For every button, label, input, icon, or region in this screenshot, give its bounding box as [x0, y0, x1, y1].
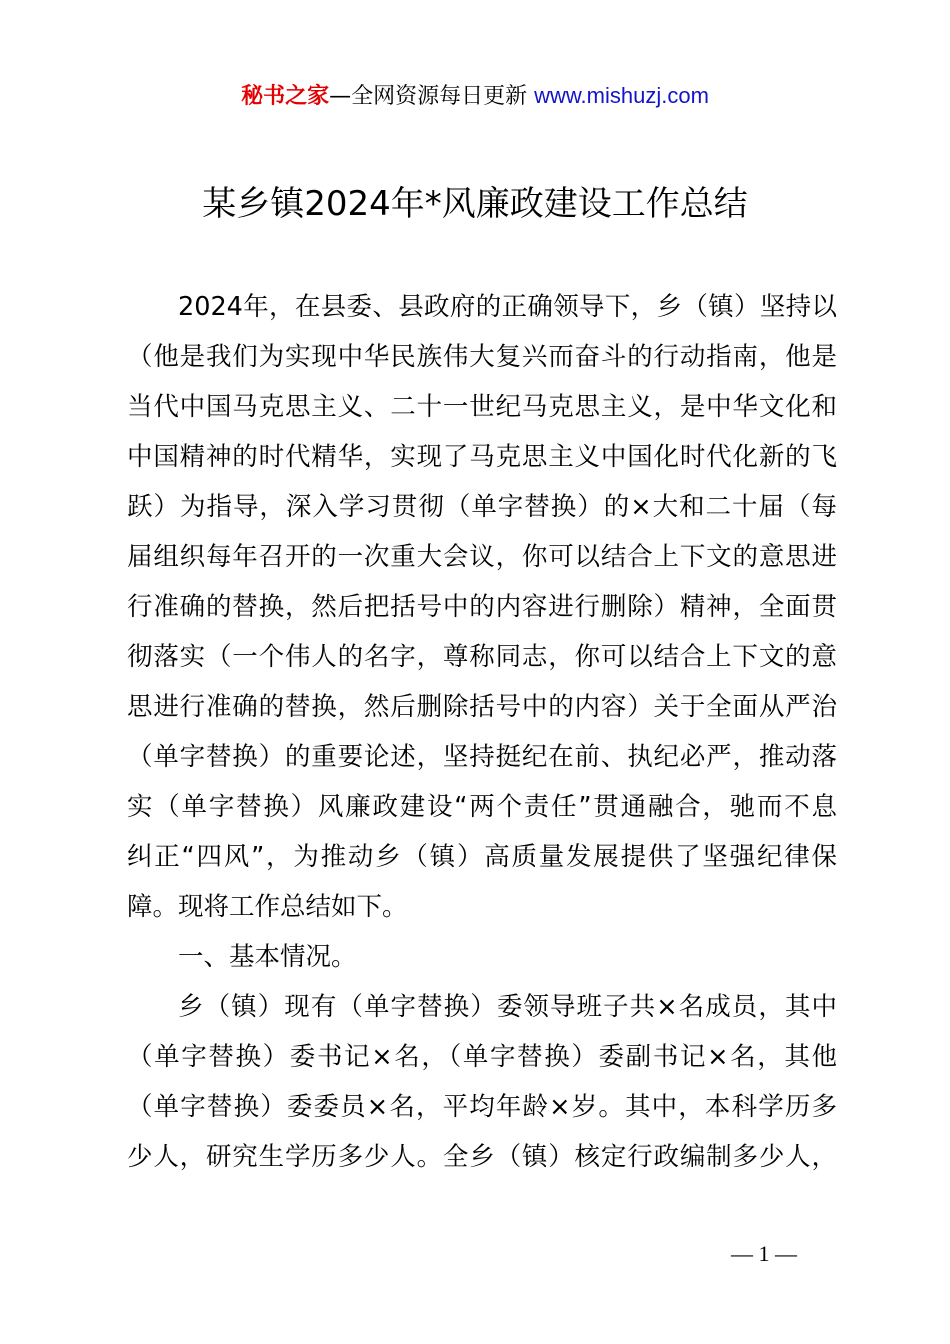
- body-line: （单字替换）委书记×名，（单字替换）委副书记×名，其他: [127, 1042, 837, 1072]
- header-tagline: —全网资源每日更新: [329, 84, 528, 109]
- body-line: （单字替换）的重要论述，坚持挺纪在前、执纪必严，推动落: [127, 742, 837, 772]
- page-footer: [0, 1240, 950, 1268]
- body-line: 实（单字替换）风廉政建设“两个责任”贯通融合，驰而不息: [127, 792, 837, 822]
- body-line: 届组织每年召开的一次重大会议，你可以结合上下文的意思进: [127, 542, 837, 572]
- body-line: 少人，研究生学历多少人。全乡（镇）核定行政编制多少人，: [127, 1142, 837, 1172]
- body-line: 纠正“四风”，为推动乡（镇）高质量发展提供了坚强纪律保: [127, 842, 837, 872]
- body-line: 障。现将工作总结如下。: [127, 892, 408, 922]
- section-heading: 一、基本情况。: [178, 942, 357, 972]
- body-line: 2024年，在县委、县政府的正确领导下，乡（镇）坚持以: [178, 292, 837, 322]
- site-url-link[interactable]: www.mishuzj.com: [534, 83, 709, 108]
- brand-name: 秘书之家: [241, 84, 330, 109]
- body-line: 思进行准确的替换，然后删除括号中的内容）关于全面从严治: [127, 692, 837, 722]
- document-body: [127, 282, 837, 1182]
- body-line: 跃）为指导，深入学习贯彻（单字替换）的×大和二十届（每: [127, 492, 837, 522]
- body-line: 行准确的替换，然后把括号中的内容进行删除）精神，全面贯: [127, 592, 837, 622]
- body-line: 彻落实（一个伟人的名字，尊称同志，你可以结合上下文的意: [127, 642, 837, 672]
- site-header: [0, 80, 950, 113]
- body-line: 当代中国马克思主义、二十一世纪马克思主义，是中华文化和: [127, 392, 837, 422]
- body-line: （他是我们为实现中华民族伟大复兴而奋斗的行动指南，他是: [127, 342, 837, 372]
- page-number: — 1 —: [731, 1241, 797, 1266]
- document-title: 某乡镇2024年*风廉政建设工作总结: [202, 184, 748, 224]
- body-line: 乡（镇）现有（单字替换）委领导班子共×名成员，其中: [178, 992, 837, 1022]
- body-line: 中国精神的时代精华，实现了马克思主义中国化时代化新的飞: [127, 442, 837, 472]
- body-line: （单字替换）委委员×名，平均年龄×岁。其中，本科学历多: [127, 1092, 837, 1122]
